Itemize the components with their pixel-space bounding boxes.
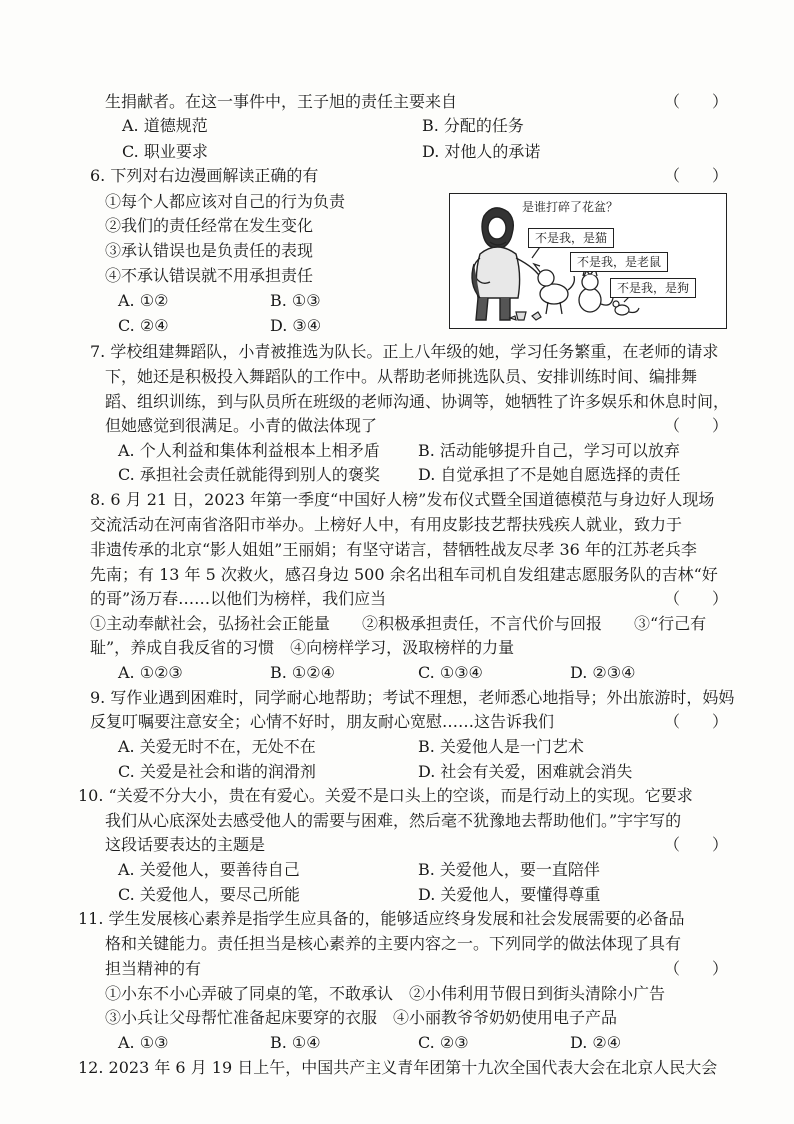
q9-stem-line-1: 9. 写作业遇到困难时，同学耐心地帮助；考试不理想，老师悉心地指导；外出旅游时，妈妈 [90, 688, 735, 707]
q8-answer-paren: （ ） [664, 589, 729, 608]
q11-stem-line-3: 担当精神的有 [105, 959, 202, 978]
q6-option-d: D. ③④ [270, 316, 322, 335]
q5-option-d: D. 对他人的承诺 [422, 142, 541, 161]
q7-stem-line-2: 下，她还是积极投入舞蹈队的工作中。从帮助老师挑选队员、安排训练时间、编排舞 [105, 367, 698, 386]
q8-statements-line-2: 耻”，养成自我反省的习惯 ④向榜样学习，汲取榜样的力量 [90, 638, 515, 657]
q5-option-a: A. 道德规范 [122, 116, 208, 135]
q8-stem-line-5: 的哥”汤万春……以他们为榜样，我们应当 [90, 589, 387, 608]
q7-stem-line-3: 蹈、组织训练，到与队员所在班级的老师沟通、协调等，她牺牲了许多娱乐和休息时间， [105, 392, 730, 411]
q9-option-a: A. 关爱无时不在，无处不在 [118, 737, 316, 756]
q5-stem: 生捐献者。在这一事件中，王子旭的责任主要来自 [105, 92, 458, 111]
cartoon-caption: 是谁打碎了花盆？ [522, 200, 619, 214]
q9-option-d: D. 社会有关爱，困难就会消失 [418, 762, 633, 781]
q9-answer-paren: （ ） [664, 712, 729, 731]
q6-stem: 6. 下列对右边漫画解读正确的有 [90, 166, 319, 185]
q8-stem-line-1: 8. 6 月 21 日，2023 年第一季度“中国好人榜”发布仪式暨全国道德模范与身边好人现场 [90, 490, 715, 509]
q10-option-d: D. 关爱他人，要懂得尊重 [418, 885, 601, 904]
q11-stem-line-2: 格和关键能力。责任担当是核心素养的主要内容之一。下列同学的做法体现了具有 [105, 934, 682, 953]
q10-option-b: B. 关爱他人，要一直陪伴 [418, 860, 600, 879]
q8-option-a: A. ①②③ [118, 663, 183, 682]
q10-stem-line-1: 10. “关爱不分大小，贵在有爱心。关爱不是口头上的空谈，而是行动上的实现。它要求 [78, 786, 693, 805]
q10-option-a: A. 关爱他人，要善待自己 [118, 860, 300, 879]
q6-item-2: ②我们的责任经常在发生变化 [105, 216, 314, 235]
q11-option-c: C. ②③ [418, 1033, 469, 1052]
q8-option-d: D. ②③④ [570, 663, 636, 682]
q8-statements-line-1: ①主动奉献社会，弘扬社会正能量 ②积极承担责任，不言代价与回报 ③“行己有 [90, 614, 707, 633]
q10-answer-paren: （ ） [664, 835, 729, 854]
q12-stem-line-1: 12. 2023 年 6 月 19 日上午，中国共产主义青年团第十九次全国代表大会在北京人民大会 [78, 1058, 718, 1077]
q11-option-a: A. ①③ [118, 1033, 169, 1052]
q7-option-c: C. 承担社会责任就能得到别人的褒奖 [118, 465, 380, 484]
q5-option-b: B. 分配的任务 [422, 116, 524, 135]
q11-option-d: D. ②④ [570, 1033, 622, 1052]
speech-bubble-cat: 不是我，是老鼠 [570, 252, 668, 272]
q7-option-b: B. 活动能够提升自己，学习可以放弃 [418, 441, 680, 460]
mouse-figure [613, 301, 639, 315]
woman-figure [472, 208, 542, 320]
broken-pot [510, 312, 541, 320]
q11-stem-line-1: 11. 学生发展核心素养是指学生应具备的，能够适应终身发展和社会发展需要的必备品 [78, 909, 685, 928]
q5-answer-paren: （ ） [664, 92, 729, 111]
cartoon-panel [449, 193, 727, 329]
speech-bubble-mouse: 不是我，是狗 [610, 278, 696, 298]
q7-stem-line-4: 但她感觉到很满足。小青的做法体现了 [105, 416, 378, 435]
q11-statements-line-2: ③小兵让父母帮忙准备起床要穿的衣服 ④小丽教爷爷奶奶使用电子产品 [105, 1008, 618, 1027]
q6-answer-paren: （ ） [664, 166, 729, 185]
q10-stem-line-2: 我们从心底深处去感受他人的需要与困难，然后毫不犹豫地去帮助他们。”宇宇写的 [105, 811, 682, 830]
speech-bubble-dog: 不是我，是猫 [528, 228, 614, 248]
q7-answer-paren: （ ） [664, 416, 729, 435]
q8-stem-line-3: 非遗传承的北京“影人姐姐”王丽娟；有坚守诺言，替牺牲战友尽孝 36 年的江苏老兵李 [90, 540, 697, 559]
dog-figure [534, 264, 574, 314]
q11-statements-line-1: ①小东不小心弄破了同桌的笔，不敢承认 ②小伟利用节假日到街头清除小广告 [105, 984, 666, 1003]
q9-option-c: C. 关爱是社会和谐的润滑剂 [118, 762, 316, 781]
q7-option-a: A. 个人利益和集体利益根本上相矛盾 [118, 441, 380, 460]
q5-option-c: C. 职业要求 [122, 142, 208, 161]
q10-stem-line-3: 这段话要表达的主题是 [105, 835, 266, 854]
q10-option-c: C. 关爱他人，要尽己所能 [118, 885, 300, 904]
q6-option-b: B. ①③ [270, 291, 321, 310]
q11-answer-paren: （ ） [664, 959, 729, 978]
q8-stem-line-2: 交流活动在河南省洛阳市举办。上榜好人中，有用皮影技艺帮扶残疾人就业，致力于 [90, 515, 683, 534]
q6-option-c: C. ②④ [118, 316, 169, 335]
q7-stem-line-1: 7. 学校组建舞蹈队，小青被推选为队长。正上八年级的她，学习任务繁重，在老师的请求 [90, 342, 719, 361]
q8-option-c: C. ①③④ [418, 663, 483, 682]
q9-option-b: B. 关爱他人是一门艺术 [418, 737, 584, 756]
q11-option-b: B. ①④ [270, 1033, 321, 1052]
q6-option-a: A. ①② [118, 291, 169, 310]
q8-option-b: B. ①②④ [270, 663, 335, 682]
q7-option-d: D. 自觉承担了不是她自愿选择的责任 [418, 465, 681, 484]
q8-stem-line-4: 先南；有 13 年 5 次救火，感召身边 500 余名出租车司机自发组建志愿服务队的吉林“好 [90, 565, 718, 584]
q6-item-1: ①每个人都应该对自己的行为负责 [105, 192, 346, 211]
q6-item-4: ④不承认错误就不用承担责任 [105, 266, 314, 285]
q6-item-3: ③承认错误也是负责任的表现 [105, 241, 314, 260]
q9-stem-line-2: 反复叮嘱要注意安全；心情不好时，朋友耐心宽慰……这告诉我们 [90, 712, 555, 731]
